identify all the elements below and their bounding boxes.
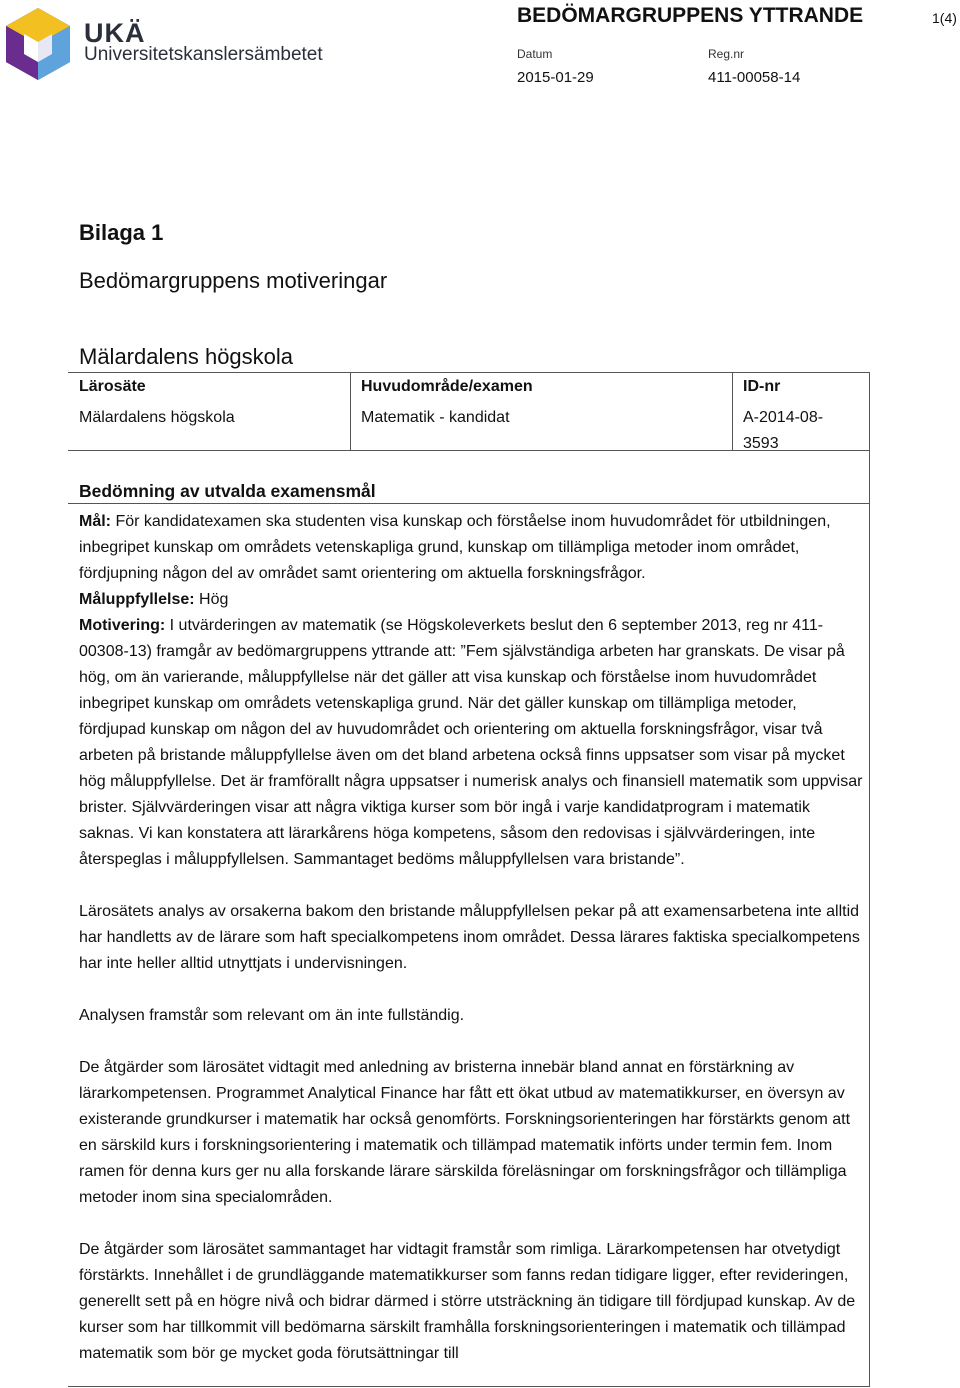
subject-value: Matematik - kandidat [361, 409, 510, 426]
id-value: A-2014-08- 3593 [743, 409, 824, 452]
institution-value: Mälardalens högskola [79, 409, 235, 426]
analysis-paragraph: Lärosätets analys av orsakerna bakom den bristande måluppfyllelsen pekar på att examensarbetena inte alltid har handletts av de lärare som haft specialkompetens inom området. Dessa lärares faktiska specialkompetens har inte heller alltid utnyttjats i undervisningen. [79, 903, 860, 972]
relevance-paragraph: Analysen framstår som relevant om än inte fullständig. [79, 1007, 465, 1024]
id-header: ID-nr [743, 378, 781, 395]
fulfillment-paragraph: Måluppfyllelse: Hög [79, 591, 229, 608]
assessment-heading: Bedömning av utvalda examensmål [79, 481, 376, 501]
institution-heading: Mälardalens högskola [79, 344, 294, 369]
date-label: Datum [517, 47, 553, 61]
summary-paragraph: De åtgärder som lärosätet sammantaget har vidtagit framstår som rimliga. Lärarkompetensen har otvetydigt förstärkts. Innehållet i de grundläggande matematikkurser som fanns redan tidigare ligger, efter revideringen, generellt sett på en högre nivå och bidrar därmed i större utsträckning än tidigare till fördjupad kunskap. Av de kurser som har tillkommit vill bedömarna särskilt framhålla forskningsorienteringen i matematik och tillämpad matematik som bör ge mycket goda förutsättningar till [79, 1241, 856, 1362]
reg-label: Reg.nr [708, 47, 745, 61]
uka-logo-icon [4, 6, 72, 82]
goal-paragraph: Mål: För kandidatexamen ska studenten visa kunskap och förståelse inom huvudområdet för utbildningen, inbegripet kunskap om områdets vetenskapliga grund, kunskap om tillämpliga metoder inom området, fördjupning någon del av området samt orientering om aktuella forskningsfrågor. [79, 513, 831, 582]
assessment-box [68, 451, 870, 1387]
brand-long: Universitetskanslersämbetet [84, 44, 323, 65]
motivation-paragraph: Motivering: I utvärderingen av matematik (se Högskoleverkets beslut den 6 september 2013, reg nr 411-00308-13) framgår av bedömargruppens yttrande att: ”Fem självständiga arbeten har granskats. De visar på hög, om än varierande, måluppfyllelse när det gäller att visa kunskap och förståelse inom huvudområdet inbegripet kunskap om områdets vetenskapliga grund. När det gäller kunskap om tillämpliga metoder, fördjupad kunskap om någon del av huvudområdet och orientering om aktuella forskningsfrågor, visar två arbeten på bristande måluppfyllelse även om det bland arbetena också finns uppsatser som visar på mycket hög måluppfyllelse. Det är framförallt några uppsatser i numerisk analys och finansiell matematik som uppvisar brister. Självvärderingen visar att några viktiga kurser som bör ingå i varje kandidatprogram i matematik saknas. Vi kan konstatera att lärarkårens höga kompetens, såsom den redovisas i självvärderingen, inte återspeglas i måluppfyllelsen. Sammantaget bedöms måluppfyllelsen vara bristande”. [79, 617, 863, 868]
subject-header: Huvudområde/examen [361, 378, 533, 395]
page-number: 1(4) [932, 10, 957, 26]
subtitle-heading: Bedömargruppens motiveringar [79, 268, 388, 293]
measures-paragraph: De åtgärder som lärosätet vidtagit med anledning av bristerna innebär bland annat en förstärkning av lärarkompetensen. Programmet Analytical Finance har fått ett ökat utbud av matematikkurser, en översyn av existerande grundkurser i matematik har också genomförts. Forskningsorienteringen har förstärkts genom att en särskild kurs i forskningsorientering i matematik och tillämpad matematik införts under termin fem. Inom ramen för denna kurs ger nu alla forskande lärare särskilda föreläsningar om forskningsfrågor och tillämpliga metoder inom sina specialområden. [79, 1059, 851, 1206]
reg-value: 411-00058-14 [708, 69, 801, 86]
info-table [68, 372, 870, 451]
document-title: BEDÖMARGRUPPENS YTTRANDE [517, 4, 864, 27]
brand-short: UKÄ [84, 18, 146, 48]
date-value: 2015-01-29 [517, 69, 594, 86]
appendix-heading: Bilaga 1 [79, 220, 164, 245]
institution-header: Lärosäte [79, 378, 146, 395]
